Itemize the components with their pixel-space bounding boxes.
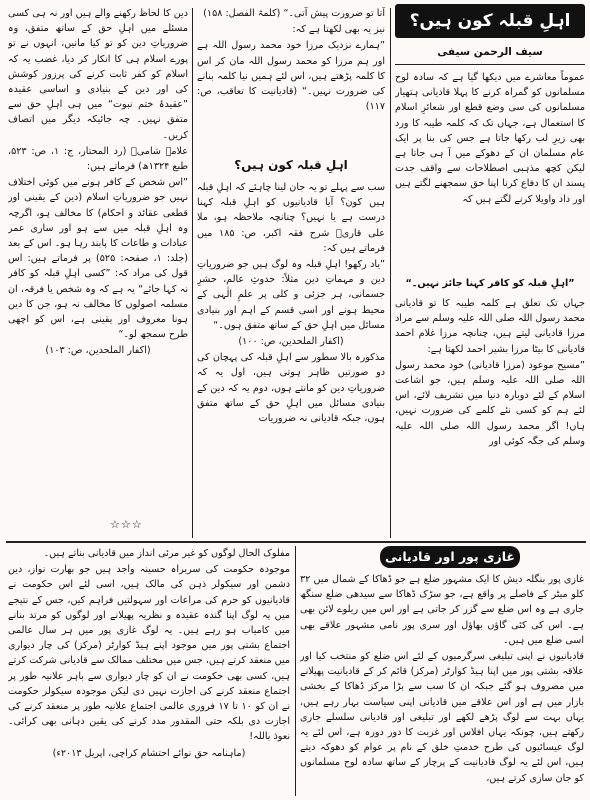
article-title-box — [395, 4, 585, 38]
pull-quote: ”اہلِ قبلہ کو کافر کہنا جائز نہیں۔“ — [405, 278, 575, 289]
paragraph: غازی پور بنگلہ دیش کا ایک مشہور ضلع ہے جو ڈھاکا کے شمال میں ۳۲ کلو میٹر کے فاصلے پر واقع ہے، جو سڑک ڈھاکا سے سیدھی ضلع سنگھ جاری ہے وہ اس ضلع سے گزر کر جاتی ہے اور اس میں ریلوے لائن بھی ہے۔ اس کی کئی گاؤں بھاؤل اور سری پور نامی مشہور علاقے بھی اسی ضلع میں ہیں۔ — [300, 574, 584, 646]
paragraph: ”ہمارے نزدیک مرزا خود محمد رسول اللہ ہے اور ہم مرزا کو محمد رسول اللہ مان کر اس کا کلمہ پڑھتے ہیں، اس لئے ہمیں نیا کلمہ بنانے کی ضرورت نہیں۔“ (قادیانیت کا تعاقب، ص: ۱۱۷) — [197, 40, 385, 113]
paragraph: سب سے پہلے تو یہ جان لینا چاہئے کہ اہلِ قبلہ ہیں کون؟ آیا قادیانیوں کو اہلِ قبلہ کہنا درست ہے یا نہیں؟ چنانچہ ملاحظہ ہو، ملا علی قاریؒ شرح فقہ اکبر، ص: ۱۸۵ میں فرماتے ہیں کہ: — [197, 182, 385, 254]
article-title: اہلِ قبلہ کون ہیں؟ — [409, 11, 571, 31]
author-name: سیف الرحمن سیفی — [437, 46, 543, 58]
paragraph: مذکورہ بالا سطور سے اہلِ قبلہ کی پہچان کی دو صورتیں ظاہر ہوتی ہیں، اول یہ کہ ضروریاتِ دین کو مانتے ہوں، دوم یہ کہ دین کے بنیادی مسائل میں اہلِ حق کے ساتھ متفق ہوں، جبکہ قادیانی نہ ضروریات — [197, 352, 385, 425]
end-stars: ☆☆☆ — [110, 518, 143, 531]
paragraph: آتا تو ضرورت پیش آتی۔“ (کلمۃ الفصل: ۱۵۸) — [203, 8, 385, 19]
paragraph: موجودہ حکومت کی سربراہ حسینہ واجد ہیں جو بھارت نواز، دین دشمن اور سیکولر ذہن کی مالک ہیں، اسی لئے اس حکومت نے قادیانیوں کو حرم کی مراعات اور سہولتیں فراہم کیں، جس کے نتیجے میں یہ لوگ اپنا گندہ عقیدہ و نظریہ پھیلانے اور لوگوں کو مرتد بنانے میں کامیاب ہو رہے ہیں۔ یہ لوگ غازی پور میں ہر سال عالمی اجتماع بشتی پور میں موجود اپنے ہیڈ کوارٹر (مرکز) کی چار دیواری میں منعقد کرتے ہیں، جس میں مختلف ممالک سے قادیانی شرکت کرتے ہیں، کسی بھی حکومت نے ان کو چار دیواری سے باہر علانیہ طور پر اجتماع منعقد کرنے کی اجازت نہیں دی لیکن موجودہ سیکولر حکومت نے ان کو ۱۰ تا ۱۷ فروری عالمی اجتماع علانیہ طور پر منعقد کرنے کی اجازت دی بلکہ حتی المقدور مدد کرنے کی یقین دہانی بھی کرائی۔ نعوذ باللہ! — [8, 564, 290, 743]
author-underline — [395, 64, 585, 65]
article1-column-left — [8, 6, 188, 514]
article1-column-right — [395, 70, 585, 270]
paragraph: ”یاد رکھو! اہلِ قبلہ وہ لوگ ہیں جو ضروریاتِ دین و مہماتِ دین مثلاً: حدوثِ عالم، حشرِ جسمانی، ہر جزئی و کلی پر علمِ الٰہی کے محیط ہونے اور اسی قسم کے اہم اور بنیادی مسائل میں اہلِ حق کے ساتھ متفق ہوں۔“ — [197, 259, 385, 331]
paragraph: ”اس شخص کے کافر ہونے میں کوئی اختلاف نہیں جو ضروریاتِ اسلام (دین کے یقینی اور قطعی عقائد و احکام) کا مخالف ہو، اگرچہ وہ اہلِ قبلہ میں سے ہو اور ساری عمر عبادات و طاعات کا پابند رہا ہو۔ اس کے بعد (جلد: ۱، صفحہ: ۵۲۵) پر فرماتے ہیں: اس قول کی مراد کہ: ”کسی اہلِ قبلہ کو کافر نہ کہا جائے“ یہ ہے کہ وہ شخص یا فرقہ، ان مسلمہ اصولوں کا مخالف نہ ہو، جن کا دین ہونا معروف اور یقینی ہے، اس کو اچھی طرح سمجھ لو۔“ — [8, 177, 188, 341]
paragraph: علامہ شامیؒ (رد المحتار، ج: ۱، ص: ۵۲۳، طبع ۱۳۲۴ھ) فرماتے ہیں: — [8, 145, 188, 173]
paragraph: دین کا لحاظ رکھنے والے ہیں اور نہ ہی کسی مسئلے میں اہلِ حق کے ساتھ متفق، وہ ضروریاتِ دین کو تو کیا مانیں، انہوں نے تو پورے اسلام ہی کا انکار کر دیا، غضب یہ کہ اسلام کو کفر ثابت کرنے کی پرزور کوشش کی اور دین کے بنیادی و اساسی عقیدہ ”عقیدۂ ختم نبوت“ میں ہی اہلِ حق سے متفق نہیں۔ چہ جائیکہ دیگر میں اتصاف کریں۔ — [8, 8, 188, 141]
paragraph: ”مسیح موعود (مرزا قادیانی) خود محمد رسول اللہ صلی اللہ علیہ وسلم ہیں، جو اشاعت اسلام کے لئے دوبارہ دنیا میں تشریف لائے، اس لئے ہم کو کسی نئے کلمے کی ضرورت نہیں، ہاں! اگر محمد رسول اللہ صلی اللہ علیہ وسلم کی جگہ کوئی اور — [395, 359, 585, 447]
article2-title: غازی پور اور قادیانی — [385, 549, 515, 564]
paragraph: عموماً معاشرے میں دیکھا گیا ہے کہ سادہ لوح مسلمانوں کو گمراہ کرنے کا پہلا قادیانی ہتھیار مسلمانوں کی سی وضع قطع اور شعائرِ اسلام کا استعمال ہے، جہاں تک کہ کلمہ طیبہ کا ورد بھی زیرِ لب رکھا جاتا ہے جس کی بنا پر ایک عام مسلمان ان کے دھوکے میں آ ہی جاتا ہے لیکن کچھ مذہبی اصطلاحات سے واقف جدت پسند ان کا دفاع کرنا اپنا حق سمجھنے لگتے ہیں اور داد واویلا کرنے لگتے ہیں کہ — [395, 72, 585, 205]
article1-column-middle — [197, 6, 385, 154]
paragraph: قادیانیوں نے اپنی تبلیغی سرگرمیوں کے لئے اس ضلع کو منتخب کیا اور علاقہ بشتی پور میں اپنا ہیڈ کوارٹر (مرکز) قائم کر کے قادیانیت پھیلانے میں مصروف ہو گئے جبکہ ان کا سب سے بڑا مرکز ڈھاکا کے بخشی بازار میں ہے اور اس علاقے میں قادیانی اپنی سیاست بہار رہے ہیں، یہاں بہت سے لوگ پڑھے لکھے اور تبلیغی اور قادیانی سلسلے جاری رکھتے ہیں، چونکہ یہاں افلاس اور غربت کا دور دورہ ہے، اس لئے یہ لوگ عیسائیوں کی طرح خدمتِ خلق کے نام پر عوام کو دھوکہ دیتے ہیں، اس لئے یہ لوگ قادیانیت کے پرچار کے ساتھ سادہ لوح مسلمانوں کو جان سازی کرتے ہیں، — [300, 651, 584, 784]
column-divider — [390, 8, 391, 538]
citation: (اکفار الملحدین، ص: ۱۰۳) — [45, 345, 151, 357]
article2-column-right — [300, 572, 584, 796]
citation: (اکفار الملحدین، ص: ۱۰۰) — [238, 336, 344, 348]
citation: (ماہنامہ حق نوائے احتشام کراچی، اپریل ۲۰۱۳ء) — [52, 747, 246, 759]
column-divider — [192, 8, 193, 538]
article1-column-middle-continued — [197, 180, 385, 538]
article1-column-right-continued — [395, 296, 585, 540]
section-subheading: اہلِ قبلہ کون ہیں؟ — [234, 158, 348, 172]
article-separator — [6, 541, 586, 543]
article2-title-box — [380, 546, 520, 568]
article2-column-left — [8, 546, 290, 796]
column-divider — [295, 546, 296, 796]
paragraph: مفلوک الحال لوگوں کو غیر مرئی انداز میں قادیانی بناتے ہیں۔ — [43, 548, 290, 559]
paragraph: نیز یہ بھی لکھتا ہے کہ: — [292, 24, 385, 36]
paragraph: جہاں تک تعلق ہے کلمہ طیبہ کا تو قادیانی محمد رسول اللہ صلی اللہ علیہ وسلم سے مراد مرزا قادیانی لیتے ہیں، چنانچہ مرزا غلام احمد قادیانی کا بیٹا مرزا بشیر احمد لکھتا ہے: — [395, 298, 585, 355]
